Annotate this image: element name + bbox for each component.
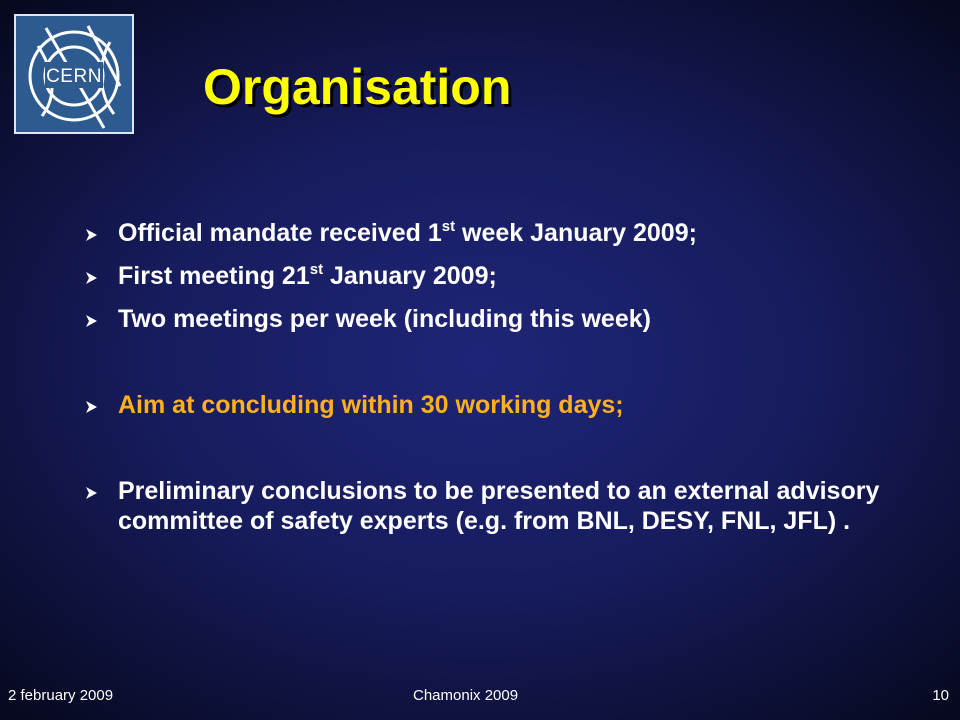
cern-logo (14, 14, 134, 134)
bullet-list (84, 218, 904, 536)
slide-title: Organisation (203, 59, 512, 115)
bullet-text: week January 2009; (455, 219, 697, 247)
bullet-official-mandate (84, 218, 904, 248)
bullet-text: First meeting 21 (118, 262, 310, 290)
arrowhead-bullet-icon (84, 228, 98, 242)
bullet-text: Official mandate received 1 (118, 219, 442, 247)
bullet-two-meetings (84, 304, 904, 334)
arrowhead-bullet-icon (84, 271, 98, 285)
arrowhead-bullet-icon (84, 400, 98, 414)
bullet-superscript: st (309, 261, 324, 278)
bullet-text: Aim at concluding within 30 working days; (118, 391, 624, 419)
arrowhead-bullet-icon (84, 486, 98, 500)
footer-event: Chamonix 2009 (413, 687, 519, 704)
bullet-aim-concluding (84, 390, 904, 420)
bullet-text: Preliminary conclusions to be presented to an external advisory committee of safety experts (e.g. from BNL, DESY, FNL, JFL) . (118, 477, 880, 535)
bullet-text: January 2009; (323, 262, 497, 290)
footer-date: 2 february 2009 (8, 687, 114, 704)
bullet-superscript: st (441, 218, 456, 235)
arrowhead-bullet-icon (84, 314, 98, 328)
cern-logo-icon (16, 16, 132, 132)
bullet-first-meeting (84, 261, 904, 291)
cern-logo-text: CERN (46, 66, 102, 87)
footer-page-number: 10 (932, 687, 949, 704)
bullet-preliminary-conclusions (84, 476, 904, 536)
bullet-text: Two meetings per week (including this week) (118, 305, 651, 333)
